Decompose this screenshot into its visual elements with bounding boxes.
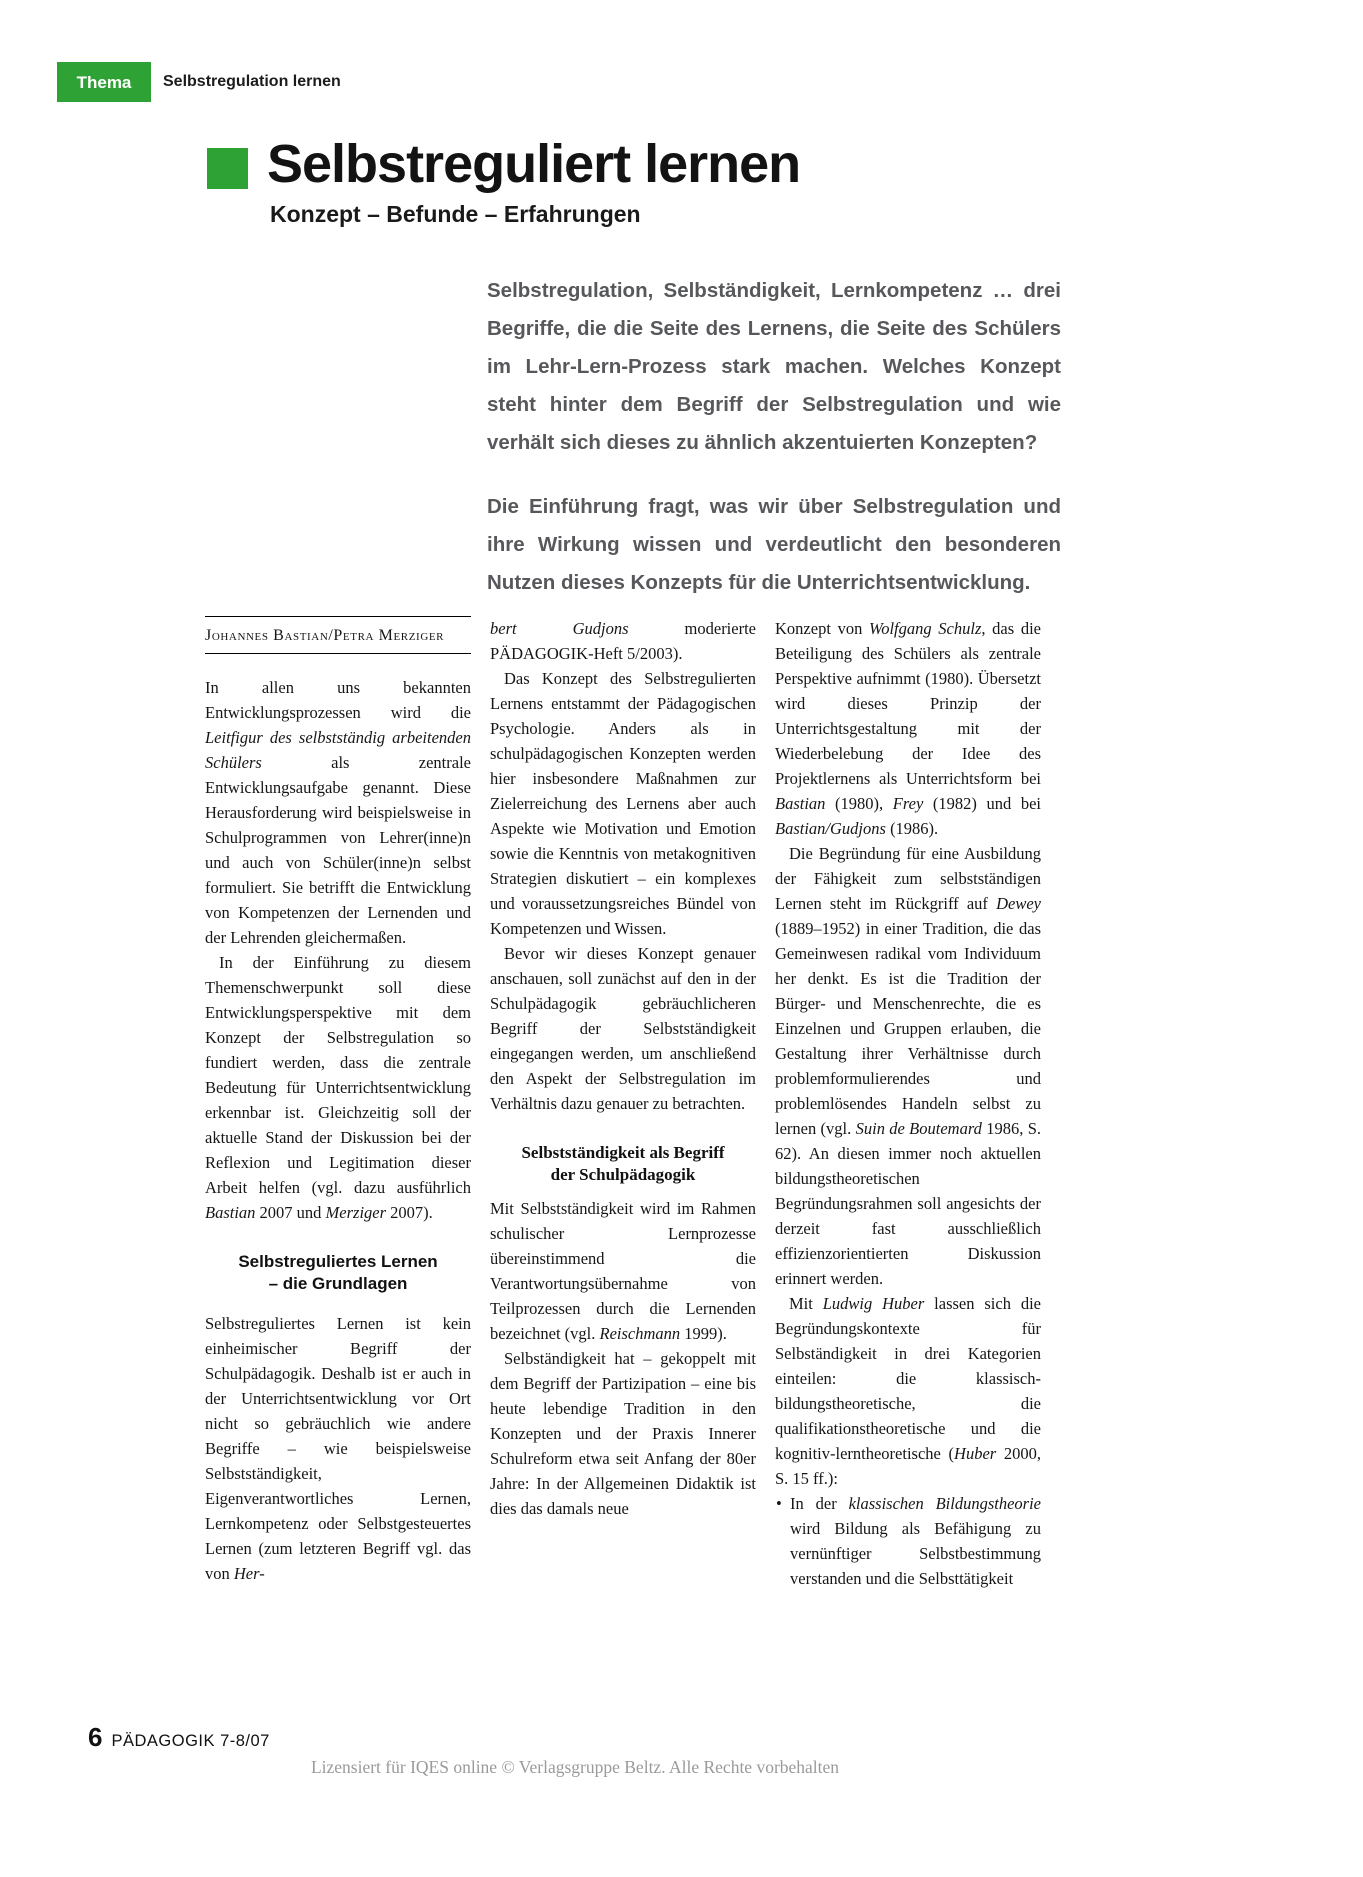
body-paragraph <box>490 616 756 666</box>
text-run: 1986, S. 62). An diesen immer noch aktuellen bildungstheoretischen Begründungsrahmen soll angesichts der derzeit fast ausschließlich effizienzorientierten Diskussion erinnert werden. <box>775 1119 1041 1288</box>
article-title: Selbstreguliert lernen <box>267 134 801 194</box>
text-run: 2000, S. 15 ff.): <box>775 1444 1041 1488</box>
body-paragraph <box>205 950 471 1225</box>
thema-badge <box>57 62 151 102</box>
column-1-text <box>205 675 471 1586</box>
emphasized-text: Reischmann <box>599 1324 681 1343</box>
column-3-text <box>775 616 1041 1591</box>
text-run: als zentrale Entwicklungsaufgabe genannt. Diese Herausforderung wird beispielsweise in Schulprogrammen von Lehrer(inne)n und auch von Schüler(inne)n selbst formuliert. Sie betrifft die Entwicklung von Kompetenzen der Lernenden und der Lehrenden gleichermaßen. <box>205 753 471 947</box>
emphasized-text: Wolfgang Schulz <box>868 619 982 638</box>
text-run: Selbstreguliertes Lernen ist kein einheimischer Begriff der Schulpädagogik. Deshalb ist er auch in der Unterrichtsentwicklung vor Ort nicht so gebräuchlich wie andere Begriffe – wie beispielsweise Selbstständigkeit, Eigenverantwortliches Lernen, Lernkompetenz oder Selbstgesteuertes Lernen (zum letzteren Begriff vgl. das von <box>205 1314 471 1583</box>
text-run: Selbstreguliertes Lernen <box>238 1252 438 1271</box>
page-number: 6 <box>88 1722 103 1752</box>
emphasized-text: Bastian <box>775 794 826 813</box>
text-run: 1999). <box>680 1324 727 1343</box>
body-paragraph <box>775 841 1041 1291</box>
text-run: In allen uns bekannten Entwicklungsprozessen wird die <box>205 678 471 722</box>
emphasized-text: Suin de Boutemard <box>855 1119 982 1138</box>
text-run: 2007 und <box>255 1203 326 1222</box>
text-run: , das die Beteiligung des Schülers als zentrale Perspektive aufnimmt (1980). Übersetzt wird dieses Prinzip der Unterrichtsgestaltung mit der Wiederbelebung der Idee des Projektlernens als Unterrichtsform bei <box>775 619 1041 788</box>
license-notice: Lizensiert für IQES online © Verlagsgruppe Beltz. Alle Rechte vorbehalten <box>310 1757 840 1777</box>
body-paragraph <box>490 666 756 941</box>
text-run: (1986). <box>885 819 939 838</box>
column-2-text <box>490 616 756 1521</box>
page-topic <box>163 62 341 102</box>
text-run: wird Bildung als Befähigung zu vernünftiger Selbstbestimmung verstanden und die Selbsttätigkeit <box>790 1519 1041 1588</box>
thema-badge-label: Thema <box>76 72 132 92</box>
text-run: (1980), <box>825 794 893 813</box>
section-heading <box>205 1251 471 1295</box>
emphasized-text: Bastian/Gudjons <box>775 819 886 838</box>
text-run: – die Grundlagen <box>268 1274 408 1293</box>
text-run: 2007). <box>386 1203 433 1222</box>
text-run: Selbstständigkeit als Begriff <box>521 1143 725 1162</box>
text-run: Konzept von <box>775 619 869 638</box>
emphasized-text: klassischen Bildungstheorie <box>848 1494 1041 1513</box>
page-topic-text: Selbstregulation lernen <box>163 73 341 90</box>
body-paragraph <box>490 941 756 1116</box>
text-run: moderierte PÄDAGOGIK-Heft 5/2003). <box>490 619 756 663</box>
body-paragraph <box>490 1196 756 1346</box>
emphasized-text: Huber <box>954 1444 997 1463</box>
emphasized-text: Leitfigur des selbstständig arbeitenden Schülers <box>205 728 471 772</box>
section-heading <box>490 1142 756 1186</box>
body-paragraph <box>775 1491 1041 1591</box>
text-run: (1889–1952) in einer Tradition, die das Gemeinwesen radikal vom Individuum her denkt. Es ist die Tradition der Bürger- und Menschenrechte, die es Einzelnen und Gruppen erlauben, die Gestaltung ihrer Verhältnisse durch problemformulierendes und problemlösendes Handeln selbst zu lernen (vgl. <box>775 919 1041 1138</box>
title-square-icon <box>207 148 248 189</box>
body-paragraph <box>205 675 471 950</box>
text-run: Bevor wir dieses Konzept genauer anschauen, soll zunächst auf den in der Schulpädagogik gebräuchlicheren Begriff der Selbstständigkeit eingegangen werden, um anschließend den Aspekt der Selbstregulation im Verhältnis dazu genauer zu betrachten. <box>490 944 756 1113</box>
text-run: Mit Selbstständigkeit wird im Rahmen schulischer Lernprozesse übereinstimmend die Verantwortungsübernahme von Teilprozessen durch die Lernenden bezeichnet (vgl. <box>490 1199 756 1343</box>
teaser-block <box>487 272 1061 602</box>
article-subtitle: Konzept – Befunde – Erfahrungen <box>270 201 641 227</box>
bullet-marker: • <box>776 1494 782 1513</box>
text-run: In der Einführung zu diesem Themenschwerpunkt soll diese Entwicklungsperspektive mit dem Konzept der Selbstregulation so fundiert werden, dass die zentrale Bedeutung für Unterrichtsentwicklung erkennbar ist. Gleichzeitig soll der aktuelle Stand der Diskussion bei der Reflexion und Legitimation dieser Arbeit helfen (vgl. dazu ausführlich <box>205 953 471 1197</box>
teaser-paragraph-2: Die Einführung fragt, was wir über Selbstregulation und ihre Wirkung wissen und verdeutlicht den besonderen Nutzen dieses Konzepts für die Unterrichtsentwicklung. <box>487 495 1061 594</box>
emphasized-text: Merziger <box>325 1203 387 1222</box>
text-run: Die Begründung für eine Ausbildung der Fähigkeit zum selbstständigen Lernen steht im Rückgriff auf <box>775 844 1041 913</box>
body-paragraph <box>490 1346 756 1521</box>
text-run: In der <box>790 1494 849 1513</box>
byline-authors: Johannes Bastian/Petra Merziger <box>205 616 471 654</box>
teaser-paragraph-1: Selbstregulation, Selbständigkeit, Lernkompetenz … drei Begriffe, die die Seite des Lernens, die Seite des Schülers im Lehr-Lern-Prozess stark machen. Welches Konzept steht hinter dem Begriff der Selbstregulation und wie verhält sich dieses zu ähnlich akzentuierten Konzepten? <box>487 279 1061 454</box>
text-run: (1982) und bei <box>923 794 1041 813</box>
text-run: Selbständigkeit hat – gekoppelt mit dem Begriff der Partizipation – eine bis heute lebendige Tradition in den Konzepten und der Praxis Innerer Schulreform etwa seit Anfang der 80er Jahre: In der Allgemeinen Didaktik ist dies das damals neue <box>490 1349 756 1518</box>
article-column-3 <box>775 616 1041 1591</box>
text-run: Das Konzept des Selbstregulierten Lernens entstammt der Pädagogischen Psychologie. Anders als in schulpädagogischen Konzepten werden hier insbesondere Maßnahmen zur Zielerreichung des Lernens aber auch Aspekte wie Motivation und Emotion sowie die Kenntnis von metakognitiven Strategien diskutiert – ein komplexes und voraussetzungsreiches Bündel von Kompetenzen und Wissen. <box>490 669 756 938</box>
text-run: Mit <box>789 1294 823 1313</box>
body-paragraph <box>775 616 1041 841</box>
article-column-2 <box>490 616 756 1521</box>
body-paragraph <box>205 1311 471 1586</box>
article-column-1 <box>205 616 471 1586</box>
emphasized-text: Her- <box>233 1564 265 1583</box>
emphasized-text: bert Gudjons <box>490 619 629 638</box>
emphasized-text: Ludwig Huber <box>822 1294 925 1313</box>
text-run: der Schulpädagogik <box>550 1165 696 1184</box>
body-paragraph <box>775 1291 1041 1491</box>
text-run: lassen sich die Begründungskontexte für Selbständigkeit in drei Kategorien einteilen: die klassisch-bildungstheoretische, die qualifikationstheoretische und die kognitiv-lerntheoretische ( <box>775 1294 1042 1463</box>
emphasized-text: Dewey <box>996 894 1041 913</box>
emphasized-text: Frey <box>892 794 924 813</box>
journal-issue: PÄDAGOGIK 7-8/07 <box>111 1732 270 1750</box>
footer-page-info <box>88 1722 270 1753</box>
emphasized-text: Bastian <box>205 1203 256 1222</box>
